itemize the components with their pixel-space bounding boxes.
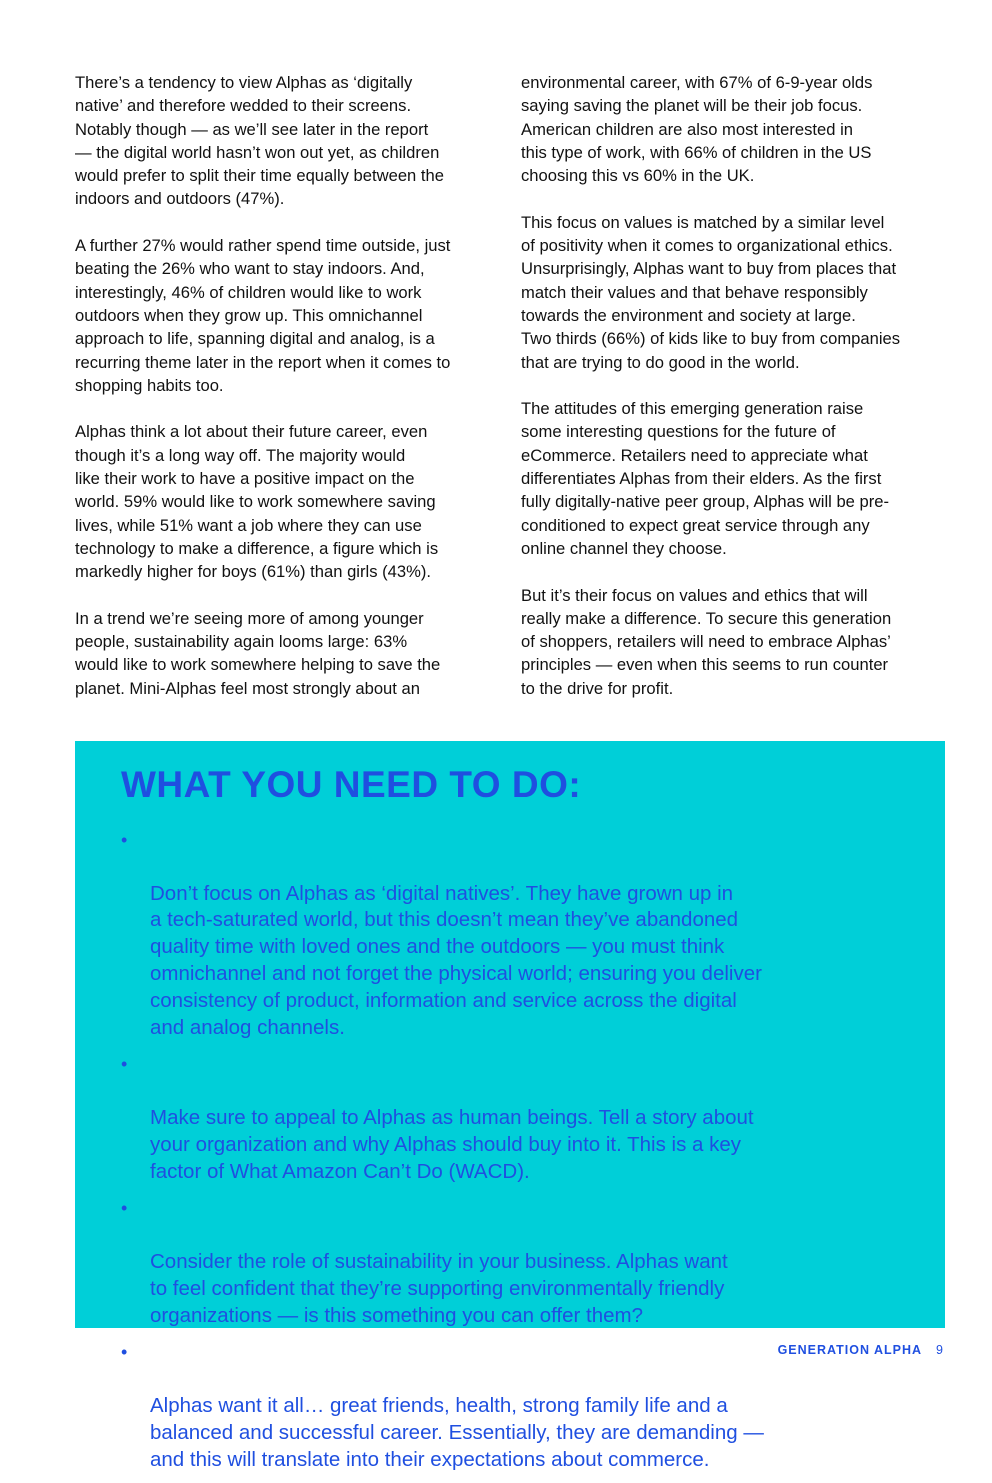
- bullet-icon: •: [121, 1054, 128, 1075]
- bullet-icon: •: [121, 1198, 128, 1219]
- page-footer: [778, 1342, 944, 1358]
- body-paragraph: Alphas think a lot about their future career, even though it’s a long way off. The majority would like their work to have a positive impact on the world. 59% would like to work somewhere saving lives, while 51% want a job where they can use technology to make a difference, a figure which is markedly higher for boys (61%) than girls (43%).: [75, 422, 439, 582]
- callout-item-text: Make sure to appeal to Alphas as human beings. Tell a story about your organization and why Alphas should buy into it. This is a key factor of What Amazon Can’t Do (WACD).: [150, 1105, 754, 1183]
- callout-item-text: Don’t focus on Alphas as ‘digital natives’. They have grown up in a tech-saturated world, but this doesn’t mean they’ve abandoned quality time with loved ones and the outdoors — you must think omnichannel and not forget the physical world; ensuring you deliver consistency of product, information and service across the digital and analog channels.: [150, 881, 762, 1039]
- callout-list-item: [121, 1339, 881, 1473]
- body-paragraph: The attitudes of this emerging generation raise some interesting questions for the future of eCommerce. Retailers need to appreciate what differentiates Alphas from their elders. As the first fully digitally-native peer group, Alphas will be pre- conditioned to expect great service through any online channel they choose.: [521, 399, 890, 558]
- callout-list-item: [121, 1051, 881, 1185]
- body-paragraph: This focus on values is matched by a similar level of positivity when it comes to organizational ethics. Unsurprisingly, Alphas want to buy from places that match their values and that behave responsibly towards the environment and society at large. Two thirds (66%) of kids like to buy from companies that are trying to do good in the world.: [521, 212, 901, 372]
- left-column: [75, 71, 495, 723]
- body-paragraph: environmental career, with 67% of 6-9-year olds saying saving the planet will be their job focus. American children are also most interested in this type of work, with 66% of children in the US choosing this vs 60% in the UK.: [521, 73, 873, 186]
- bullet-icon: •: [121, 1342, 128, 1363]
- page-number: 9: [936, 1343, 944, 1357]
- body-paragraph: But it’s their focus on values and ethics that will really make a difference. To secure this generation of shoppers, retailers will need to embrace Alphas’ principles — even when this seems to run counter to the drive for profit.: [521, 585, 892, 698]
- callout-list: [121, 827, 881, 1483]
- body-paragraph: A further 27% would rather spend time outside, just beating the 26% who want to stay indoors. And, interestingly, 46% of children would like to work outdoors when they grow up. This omnichannel approach to life, spanning digital and analog, is a recurring theme later in the report when it comes to shopping habits too.: [75, 236, 451, 395]
- callout-title: WHAT YOU NEED TO DO:: [121, 764, 582, 805]
- body-paragraph: In a trend we’re seeing more of among younger people, sustainability again looms large: 63% would like to work somewhere helping to save the planet. Mini-Alphas feel most strongly about an: [75, 608, 441, 698]
- footer-label: GENERATION ALPHA: [777, 1343, 923, 1357]
- callout-item-text: Consider the role of sustainability in your business. Alphas want to feel confident that they’re supporting environmentally friendly organizations — is this something you can offer them?: [150, 1249, 728, 1327]
- right-column: [521, 71, 945, 723]
- bullet-icon: •: [121, 830, 128, 850]
- callout-list-item: [121, 827, 881, 1041]
- body-paragraph: There’s a tendency to view Alphas as ‘digitally native’ and therefore wedded to their screens. Notably though — as we’ll see later in the report — the digital world hasn’t won out yet, as children would prefer to split their time equally between the indoors and outdoors (47%).: [75, 73, 444, 209]
- callout-item-text: Alphas want it all… great friends, health, strong family life and a balanced and successful career. Essentially, they are demanding — and this will translate into their expectations about commerce.: [150, 1393, 764, 1471]
- callout-list-item: [121, 1195, 881, 1329]
